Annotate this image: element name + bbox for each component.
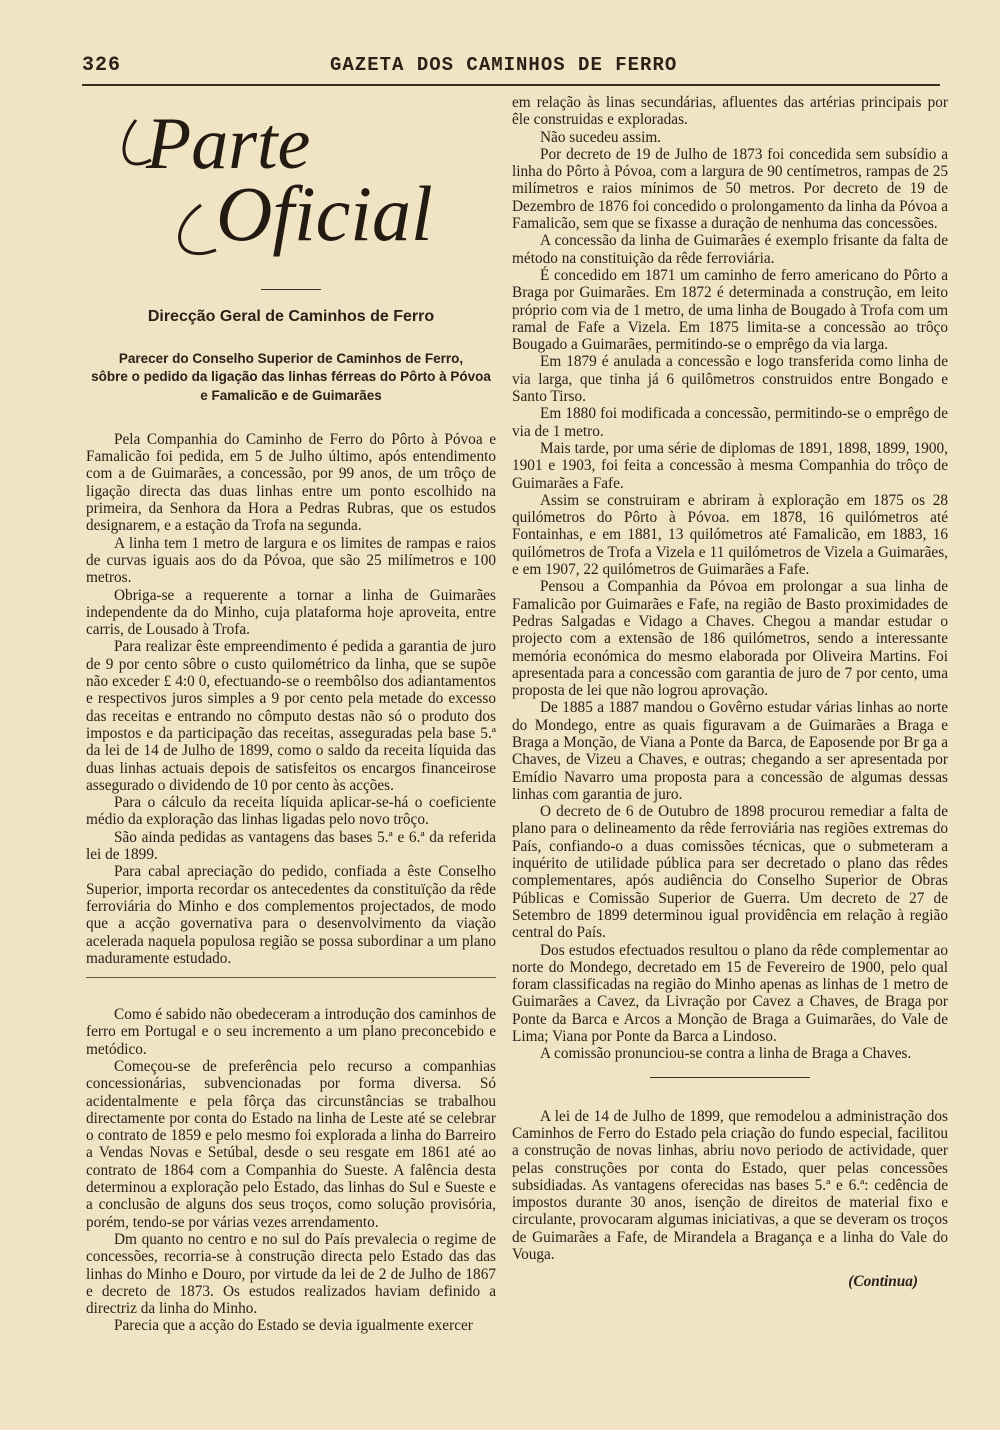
section-divider [86,977,496,978]
paragraph: De 1885 a 1887 mandou o Govêrno estudar várias linhas ao norte do Mondego, entre as quais figuravam a de Guimarães a Braga e Braga a Monção, de Viana a Ponte da Barca, de Eaposende por Br ga a Chaves, de Vizeu a Chaves, e outras; chegando a ser apresentada por Emídio Navarro uma proposta para a concessão de algumas dessas linhas com garantia de juro. [512,699,948,803]
paragraph: São ainda pedidas as vantagens das bases 5.ª e 6.ª da referida lei de 1899. [86,828,496,864]
paragraph: Como é sabido não obedeceram a introdução dos caminhos de ferro em Portugal e o seu incremento a um plano preconcebido e metódico. [86,1006,496,1058]
page-number: 326 [82,54,122,77]
paragraph: O decreto de 6 de Outubro de 1898 procurou remediar a falta de plano para o delineamento da rêde ferroviária nas regiões extremas do País, confiando-o a duas comissões técnicas, que o submeteram a inquérito de utilidade pública para ser decretado o plano das rêdes complementares, após audiência do Conselho Superior de Obras Públicas e Comissão Superior de Guerra. Um decreto de 27 de Setembro de 1899 determinou igual providência em relação à região central do País. [512,803,948,942]
section-title [86,90,496,285]
title-line2: Oficial [216,170,433,257]
paragraph: Dm quanto no centro e no sul do País prevalecia o regime de concessões, recorria-se à construção directa pelo Estado das das linhas do Minho e Douro, por virtude da lei de 2 de Julho de 1867 e decreto de 1873. Os estudos realizados haviam definido a directriz da linha do Minho. [86,1230,496,1318]
paragraph: A lei de 14 de Julho de 1899, que remodelou a administração dos Caminhos de Ferro do Estado pela criação do fundo especial, facilitou a construção de novas linhas, abriu novo periodo de actividade, quer pelas construções por conta do Estado, quer pelas concessões subsidiadas. As vantagens oferecidas nas bases 5.ª e 6.ª: cedência de impostos durante 30 anos, isenção de direitos de material fixo e circulante, provocaram algumas iniciativas, a que se deveram os troços de Guimarães a Fafe, de Mirandela a Bragança e a linha do Vale do Vouga. [512,1107,948,1263]
subtitle-line: sôbre o pedido da ligação das linhas férreas do Pôrto à Póvoa [91,369,491,385]
paragraph: Não sucedeu assim. [540,128,662,146]
paragraph: A concessão da linha de Guimarães é exemplo frisante da falta de método na constituição da rêde ferroviária. [512,232,948,267]
section-divider [650,1077,810,1078]
left-column [86,90,496,1335]
paragraph: Para o cálculo da receita líquida aplicar-se-há o coeficiente médio da exploração das linhas ligadas pelo novo trôço. [86,794,496,829]
paragraph: Para cabal apreciação do pedido, confiada a êste Conselho Superior, importa recordar os antecedentes da constituïção da rêde ferroviária do Minho e dos complementos projectados, de modo que a acção governativa para o desenvolvimento da viação acelerada naquela populosa região se possa subordinar a um plano maduramente estudado. [86,863,496,967]
paragraph: Em 1880 foi modificada a concessão, permitindo-se o emprêgo de via de 1 metro. [512,405,948,440]
page-header [82,50,940,86]
section-title-calligraphy [106,90,486,285]
paragraph: Dos estudos efectuados resultou o plano da rêde complementar ao norte do Mondego, decretado em 15 de Fevereiro de 1900, pelo qual foram classificadas na região do Minho apenas as linhas de 1 metro de Guimarães a Cavez, da Livração por Cavez a Chaves, de Braga por Ponte da Barca e Arcos a Monção de Braga a Guimarães, do Vale de Lima; Viana por Ponte da Barca a Lindoso. [512,941,948,1046]
department-heading: Direcção Geral de Caminhos de Ferro [147,308,435,325]
paragraph: Pensou a Companhia da Póvoa em prolongar a sua linha de Famalicão por Guimarães e Fafe, na região de Basto proximidades de Pedras Salgadas e Vidago a Chaves. Chegou a mandar estudar o projecto com a extensão de 186 quilómetros, sendo a interessante memória económica do mesmo elaborada por Oliveira Martins. Foi apresentada para a concessão com garantia de juro de 7 por cento, uma proposta de lei que não logrou aprovação. [512,578,948,700]
title-rule [261,289,321,290]
paragraph: É concedido em 1871 um caminho de ferro americano do Pôrto a Braga por Guimarães. Em 1872 é determinada a construção, em leito próprio com via de 1 metro, de uma linha de Bougado à Trofa com um ramal de Fafe a Vizela. Em 1875 limita-se a concessão ao trôço Bougado a Guimarães, permitindo-se o emprêgo da via larga. [512,266,948,354]
report-subtitle [86,350,496,405]
subtitle-line: e Famalicão e de Guimarães [200,387,382,403]
paragraph: Por decreto de 19 de Julho de 1873 foi concedida sem subsídio a linha do Pôrto à Póvoa, com a largura de 90 centímetros, rampas de 25 milímetros e raios mínimos de 50 metros. Por decreto de 19 de Dezembro de 1876 foi concedido o prolongamento da linha da Póvoa a Famalicão, sem que se fixasse a duração de nenhuma das concessões. [512,145,948,233]
paragraph: Para realizar êste empreendimento é pedida a garantia de juro de 9 por cento sôbre o custo quilométrico da linha, que se supõe não exceder £ 4:0 0, efectuando-se o reembôlso dos adiantamentos e respectivos juros simples a 9 por cento pela metade do excesso das receitas e entrando no cômputo destas não só o produto dos impostos e da participação das receitas, asseguradas pela base 5.ª da lei de 14 de Julho de 1899, como o saldo da receita líquida das duas linhas actuais depois de satisfeitos os encargos financeirose assegurado o dividendo de 10 por cento às acções. [86,638,496,794]
continued-note: (Continua) [848,1273,918,1291]
paragraph: Mais tarde, por uma série de diplomas de 1891, 1898, 1899, 1900, 1901 e 1903, foi feita a concessão à mesma Companhia do trôço de Guimarães a Fafe. [512,439,948,492]
subtitle-line: Parecer do Conselho Superior de Caminhos de Ferro, [118,351,464,366]
paragraph: Começou-se de preferência pelo recurso a companhias concessionárias, subvencionadas por forma diversa. Só acidentalmente e pela fôrça das circunstâncias se trabalhou directamente por conta do Estado na linha de Leste até se celebrar o contrato de 1859 e pelo mesmo foi explorada a linha do Barreiro a Vendas Novas e Setúbal, desde o seu resgate em 1861 até ao contrato de 1864 com a Companhia do Sueste. A falência desta determinou a exploração pelo Estado, das linhas do Sul e Sueste e a conclusão de alguns dos seus troços, como solução provisória, porém, tendo-se por várias vezes arrendamento. [86,1057,496,1231]
journal-title: GAZETA DOS CAMINHOS DE FERRO [330,54,678,76]
paragraph: A comissão pronunciou-se contra a linha de Braga a Chaves. [540,1045,912,1063]
paragraph: Parecia que a acção do Estado se devia igualmente exercer [114,1317,473,1335]
right-column [512,94,948,1291]
paragraph: em relação às linas secundárias, afluentes das artérias principais por êle construidas e exploradas. [512,94,948,129]
paragraph: Em 1879 é anulada a concessão e logo transferida como linha de via larga, que tinha já 6 quilômetros construidos entre Bongado e Santo Tirso. [512,353,948,406]
paragraph: Pela Companhia do Caminho de Ferro do Pôrto à Póvoa e Famalicão foi pedida, em 5 de Julho último, após entendimento com a de Guimarães, a concessão, por 99 anos, de um trôço de ligação directa das duas linhas entre um ponto escolhido na primeira, da Senhora da Hora a Pedras Rubras, que os estudos designarem, e a estação da Trofa na segunda. [86,430,496,535]
paragraph: A linha tem 1 metro de largura e os limites de rampas e raios de curvas iguais aos do da Póvoa, que são 25 milímetros e 100 metros. [86,534,496,587]
title-line1: Parte [146,103,311,185]
paragraph: Assim se construiram e abriram à exploração em 1875 os 28 quilómetros do Pôrto à Póvoa. em 1878, 16 quilómetros até Fontainhas, e em 1881, 13 quilómetros até Famalicão, em 1883, 16 quilómetros de Trofa a Vizela e 11 quilómetros de Vizela a Guimarães, e em 1907, 22 quilómetros de Guimarães a Fafe. [512,491,948,579]
paragraph: Obriga-se a requerente a tornar a linha de Guimarães independente da do Minho, cuja plataforma hoje aproveita, entre carris, de Lousado à Trofa. [86,586,496,639]
